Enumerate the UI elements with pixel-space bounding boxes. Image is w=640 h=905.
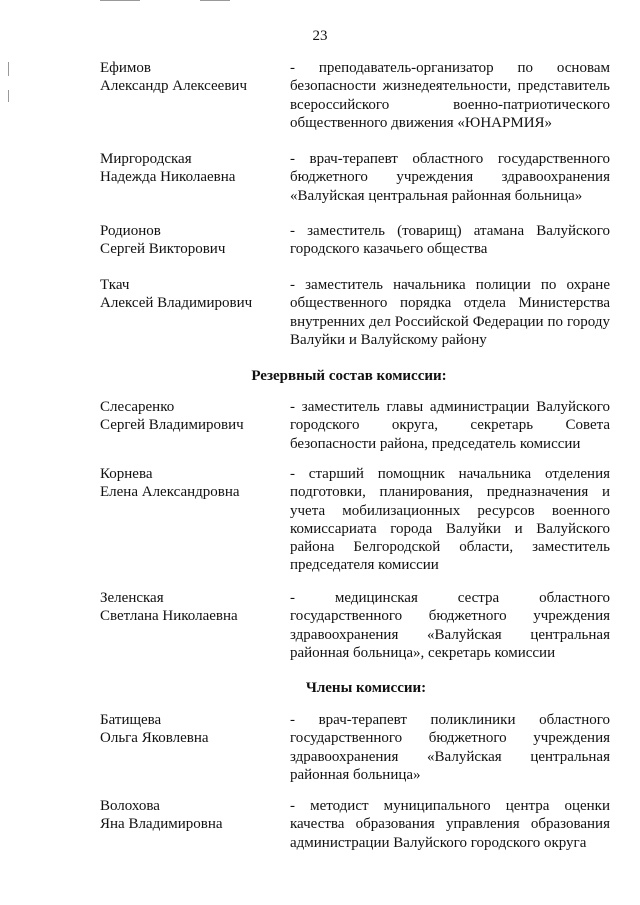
person-role: - старший помощник начальника отделения подготовки, планирования, предназначения и учета мобилизационных ресурсов военного комиссариата города Валуйки и Валуйского района Белгородской области, заместитель председателя комиссии (290, 466, 610, 574)
scan-mark (8, 62, 9, 76)
given-name: Сергей Викторович (100, 241, 226, 258)
person-name (100, 465, 280, 502)
person-name (100, 797, 280, 834)
surname: Миргородская (100, 151, 192, 167)
person-role: - заместитель главы администрации Валуйского городского округа, секретарь Совета безопасности района, председатель комиссии (290, 399, 610, 452)
page-number: 23 (312, 28, 328, 44)
surname: Волохова (100, 798, 160, 814)
person-role: - методист муниципального центра оценки качества образования управления образования администрации Валуйского городского округа (290, 798, 610, 851)
person-role: - заместитель (товарищ) атамана Валуйского городского казачьего общества (290, 223, 610, 258)
given-name: Сергей Владимирович (100, 417, 244, 434)
person-name (100, 398, 280, 435)
members-heading: Члены комиссии: (305, 680, 427, 696)
person-role: - врач-терапевт поликлиники областного государственного бюджетного учреждения здравоохранения «Валуйская центральная районная больница» (290, 712, 610, 783)
surname: Зеленская (100, 590, 164, 606)
given-name: Светлана Николаевна (100, 608, 238, 625)
given-name: Алексей Владимирович (100, 295, 253, 312)
person-name (100, 276, 280, 313)
given-name: Елена Александровна (100, 484, 240, 501)
person-name (100, 150, 280, 187)
surname: Корнева (100, 466, 153, 482)
person-role: - врач-терапевт областного государственного бюджетного учреждения здравоохранения «Валуйская центральная районная больница» (290, 151, 610, 204)
surname: Ефимов (100, 60, 151, 76)
scan-mark (8, 90, 9, 102)
scan-mark (100, 0, 140, 1)
surname: Родионов (100, 223, 161, 239)
given-name: Александр Алексеевич (100, 78, 247, 95)
given-name: Яна Владимировна (100, 816, 223, 833)
given-name: Надежда Николаевна (100, 169, 236, 186)
scan-mark (200, 0, 230, 1)
reserve-heading: Резервный состав комиссии: (251, 368, 447, 384)
person-name (100, 589, 280, 626)
person-name (100, 59, 280, 96)
surname: Батищева (100, 712, 162, 728)
person-role: - медицинская сестра областного государственного бюджетного учреждения здравоохранения «Валуйская центральная районная больница», секретарь комиссии (290, 590, 610, 661)
person-role: - заместитель начальника полиции по охране общественного порядка отдела Министерства внутренних дел Российской Федерации по городу Валуйки и Валуйскому району (290, 277, 610, 348)
surname: Слесаренко (100, 399, 175, 415)
person-role: - преподаватель-организатор по основам безопасности жизнедеятельности, представитель всероссийского военно-патриотического общественного движения «ЮНАРМИЯ» (290, 60, 610, 131)
given-name: Ольга Яковлевна (100, 730, 209, 747)
person-name (100, 222, 280, 259)
person-name (100, 711, 280, 748)
surname: Ткач (100, 277, 130, 293)
